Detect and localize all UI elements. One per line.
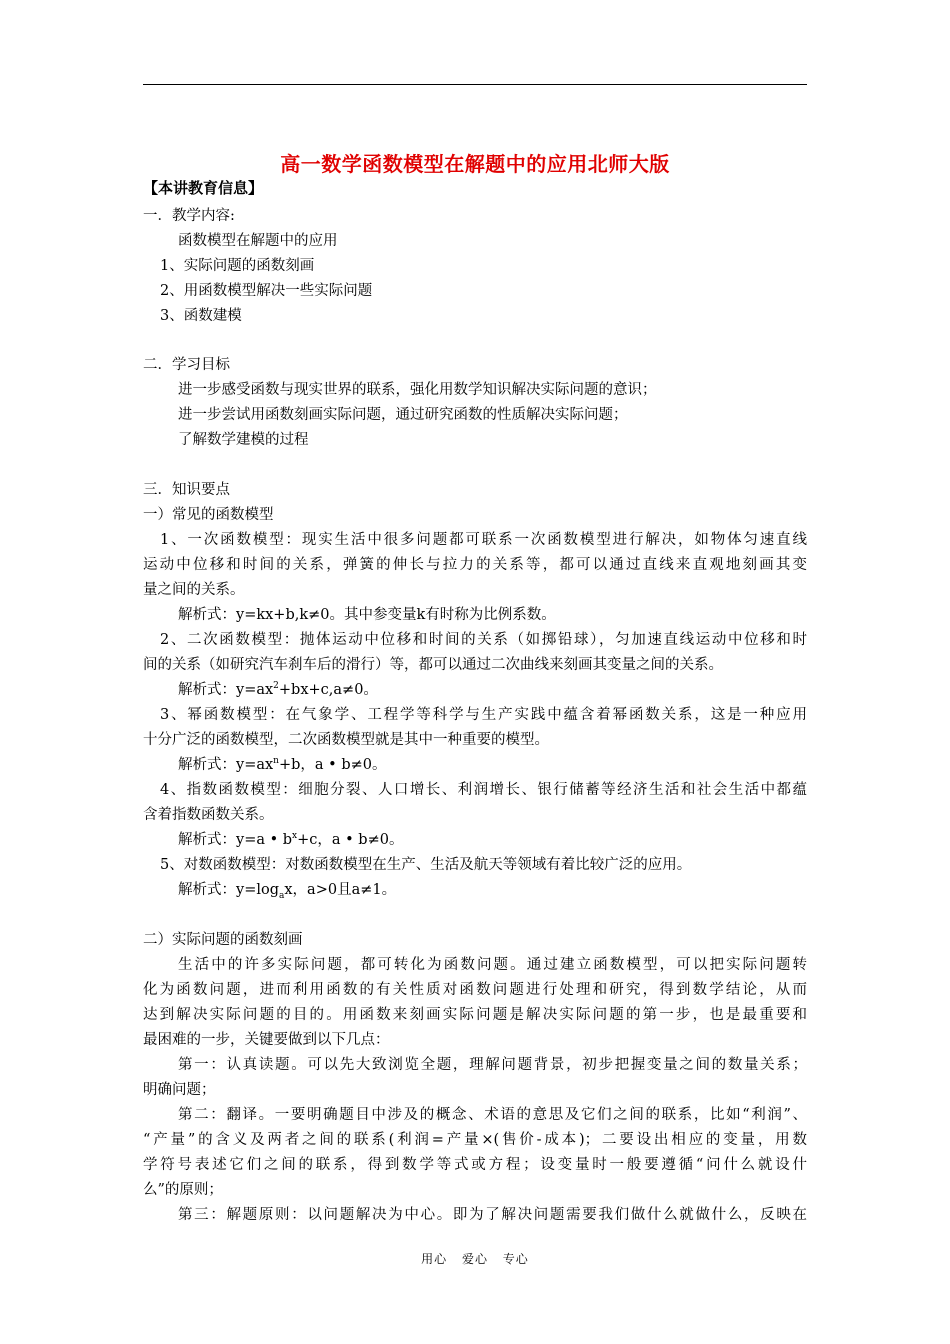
m2-line: 间的关系（如研究汽车刹车后的滑行）等，都可以通过二次曲线来刻画其变量之间的关系。 [143, 657, 723, 673]
s3-sub2: 二）实际问题的函数刻画 [143, 932, 303, 948]
m1-line: 1、一次函数模型：现实生活中很多问题都可联系一次函数模型进行解决，如物体匀速直线 [160, 532, 807, 548]
paragraph-line: 么”的原则； [143, 1182, 223, 1198]
m3-line: 十分广泛的函数模型，二次函数模型就是其中一种重要的模型。 [143, 732, 549, 748]
m3-formula: 解析式：$y=ax^n+b$，a • b≠0。 [178, 756, 387, 773]
paragraph-line: 化为函数问题，进而利用函数的有关性质对函数问题进行处理和研究，得到数学结论，从而 [143, 982, 807, 998]
m4-line: 含着指数函数关系。 [143, 807, 274, 823]
section-header: 【本讲教育信息】 [143, 179, 264, 197]
m3-line: 3、幂函数模型：在气象学、工程学等科学与生产实践中蕴含着幂函数关系，这是一种应用 [160, 707, 807, 723]
m5-formula: 解析式：$y=\log_ax$，a>0且a≠1。 [178, 882, 397, 901]
s2-heading: 二．学习目标 [143, 357, 230, 373]
m1-line: 量之间的关系。 [143, 582, 245, 598]
paragraph-line: 生活中的许多实际问题，都可转化为函数问题。通过建立函数模型，可以把实际问题转 [178, 957, 807, 973]
paragraph-line: “产量”的含义及两者之间的联系(利润=产量×(售价-成本)；二要设出相应的变量，用数 [143, 1132, 807, 1148]
s1-topic: 函数模型在解题中的应用 [178, 233, 338, 249]
page-footer: 用心 爱心 专心 [421, 1252, 529, 1266]
m5-line: 5、对数函数模型：对数函数模型在生产、生活及航天等领域有着比较广泛的应用。 [160, 857, 692, 873]
paragraph-line: 明确问题； [143, 1082, 216, 1098]
s2-line: 进一步尝试用函数刻画实际问题，通过研究函数的性质解决实际问题； [178, 407, 628, 423]
page-title: 高一数学函数模型在解题中的应用北师大版 [280, 152, 670, 176]
s2-line: 进一步感受函数与现实世界的联系，强化用数学知识解决实际问题的意识； [178, 382, 657, 398]
s1-item: 1、实际问题的函数刻画 [160, 258, 315, 274]
s1-item: 3、函数建模 [160, 308, 242, 324]
paragraph-line: 第三：解题原则：以问题解决为中心。即为了解决问题需要我们做什么就做什么，反映在 [178, 1207, 807, 1223]
paragraph-line: 第一：认真读题。可以先大致浏览全题，理解问题背景，初步把握变量之间的数量关系； [178, 1057, 807, 1073]
paragraph-line: 学符号表述它们之间的联系，得到数学等式或方程；设变量时一般要遵循“问什么就设什 [143, 1157, 807, 1173]
paragraph-line: 第二：翻译。一要明确题目中涉及的概念、术语的意思及它们之间的联系，比如“利润”、 [178, 1107, 807, 1123]
s1-heading: 一．教学内容: [143, 208, 235, 224]
m4-line: 4、指数函数模型：细胞分裂、人口增长、利润增长、银行储蓄等经济生活和社会生活中都蕴 [160, 782, 807, 798]
s2-line: 了解数学建模的过程 [178, 432, 309, 448]
header-rule [143, 84, 807, 85]
m1-formula: 解析式：y=kx+b,k≠0。其中参变量k有时称为比例系数。 [178, 607, 556, 623]
m1-line: 运动中位移和时间的关系，弹簧的伸长与拉力的关系等，都可以通过直线来直观地刻画其变 [143, 557, 807, 573]
m2-line: 2、二次函数模型：抛体运动中位移和时间的关系（如掷铅球），匀加速直线运动中位移和时 [160, 632, 807, 648]
s1-item: 2、用函数模型解决一些实际问题 [160, 283, 373, 299]
paragraph-line: 达到解决实际问题的目的。用函数来刻画实际问题是解决实际问题的第一步，也是最重要和 [143, 1007, 807, 1023]
s3-sub1: 一）常见的函数模型 [143, 507, 274, 523]
s3-heading: 三．知识要点 [143, 482, 230, 498]
m2-formula: 解析式：$y=ax^2+bx+c,a\ne 0$。 [178, 681, 378, 698]
paragraph-line: 最困难的一步，关键要做到以下几点： [143, 1032, 390, 1048]
m4-formula: 解析式：y=a • $b^x+c$，a • b≠0。 [178, 831, 404, 848]
